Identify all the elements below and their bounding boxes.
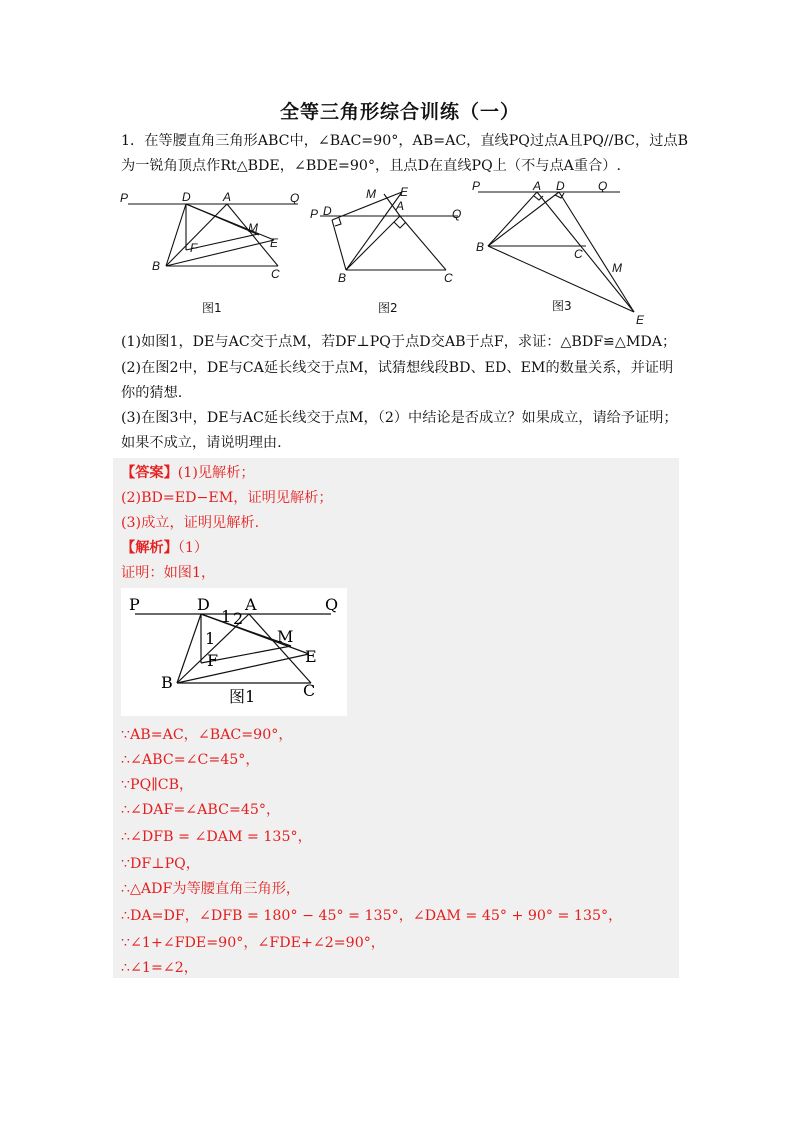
fig1-label-F: F xyxy=(190,241,198,255)
step-1: ∵AB=AC，∠BAC=90°， xyxy=(121,727,293,743)
problem-intro-line2: 为一锐角顶点作Rt△BDE，∠BDE=90°，且点D在直线PQ上（不与点A重合）. xyxy=(121,158,621,174)
step-10: ∴∠1=∠2， xyxy=(121,960,198,976)
fig3-label-D: D xyxy=(556,179,565,193)
step-6: ∵DF⊥PQ， xyxy=(121,856,200,872)
step-2: ∴∠ABC=∠C=45°， xyxy=(121,752,260,768)
fig1-label-A: A xyxy=(223,190,232,204)
analysis-intro: 证明：如图1， xyxy=(121,565,216,581)
fig4-label-1: 1 xyxy=(221,607,232,626)
fig3-label-Q: Q xyxy=(598,179,608,193)
fig4-label-P: P xyxy=(129,595,140,614)
fig1-label-E: E xyxy=(270,236,279,250)
fig4-caption: 图1 xyxy=(229,687,256,706)
fig4-label-E: E xyxy=(305,647,317,666)
step-5: ∴∠DFB = ∠DAM = 135°， xyxy=(121,829,312,845)
analysis-part: （1） xyxy=(177,540,209,556)
fig4-label-B: B xyxy=(161,673,173,692)
fig1-label-M: M xyxy=(248,221,258,235)
answer-label: 【答案】 xyxy=(121,465,178,481)
fig2-label-M: M xyxy=(366,187,376,201)
step-9: ∵∠1+∠FDE=90°，∠FDE+∠2=90°， xyxy=(121,935,385,951)
step-4: ∴∠DAF=∠ABC=45°， xyxy=(121,802,281,818)
fig4-label-M: M xyxy=(277,627,294,646)
problem-intro-line1: 1．在等腰直角三角形ABC中，∠BAC=90°，AB=AC，直线PQ过点A且PQ//BC，过点B xyxy=(121,133,688,149)
figure-1 xyxy=(118,180,308,324)
step-7: ∴△ADF为等腰直角三角形， xyxy=(121,881,301,897)
fig3-label-C: C xyxy=(574,247,583,261)
answer-2: (2)BD=ED−EM，证明见解析； xyxy=(121,490,333,506)
fig1-caption: 图1 xyxy=(202,301,222,315)
fig4-label-F: F xyxy=(207,651,219,670)
step-8: ∴DA=DF，∠DFB = 180° − 45° = 135°，∠DAM = 45° + 90° = 135°， xyxy=(121,908,623,924)
analysis-header xyxy=(121,537,208,559)
fig2-label-D: D xyxy=(323,204,332,218)
solution-figure xyxy=(121,588,347,716)
fig3-label-B: B xyxy=(476,240,485,254)
fig1-label-D: D xyxy=(182,190,191,204)
answer-3: (3)成立，证明见解析. xyxy=(121,515,260,531)
solution-panel xyxy=(113,458,679,978)
answer-line-1 xyxy=(121,462,255,484)
page-title: 全等三角形综合训练（一） xyxy=(279,101,520,123)
fig2-label-C: C xyxy=(444,271,453,285)
fig4-label-A: A xyxy=(245,595,257,614)
fig2-label-B: B xyxy=(338,271,347,285)
figure-3 xyxy=(470,176,660,332)
step-3: ∵PQ∥CB， xyxy=(121,777,194,793)
fig2-caption: 图2 xyxy=(378,301,398,315)
fig1-label-B: B xyxy=(152,259,161,273)
fig1-label-P: P xyxy=(120,191,129,205)
fig3-label-M: M xyxy=(612,261,622,275)
fig2-label-A: A xyxy=(396,199,405,213)
fig3-label-P: P xyxy=(472,179,481,193)
answer-1: (1)见解析； xyxy=(177,465,255,481)
fig2-label-Q: Q xyxy=(452,207,462,221)
fig3-label-E: E xyxy=(636,313,645,327)
fig2-label-P: P xyxy=(310,207,319,221)
analysis-label: 【解析】 xyxy=(121,540,178,556)
question-3-line2: 如果不成立，请说明理由. xyxy=(121,435,282,451)
fig1-label-Q: Q xyxy=(290,191,300,205)
fig4-label-1-vertical: 1 xyxy=(205,629,216,648)
fig1-label-C: C xyxy=(271,267,280,281)
fig4-label-Q: Q xyxy=(325,595,339,614)
fig4-label-2: 2 xyxy=(233,609,244,628)
fig2-label-E: E xyxy=(400,185,409,199)
question-3-line1: (3)在图3中，DE与AC延长线交于点M，（2）中结论是否成立？如果成立，请给予证明； xyxy=(121,410,678,426)
question-1: (1)如图1，DE与AC交于点M，若DF⊥PQ于点D交AB于点F，求证：△BDF≌△MDA； xyxy=(121,334,677,350)
fig3-caption: 图3 xyxy=(552,299,572,313)
question-2-line1: (2)在图2中，DE与CA延长线交于点M，试猜想线段BD、ED、EM的数量关系，并证明 xyxy=(121,360,674,376)
fig4-label-C: C xyxy=(303,681,316,700)
fig3-label-A: A xyxy=(533,179,542,193)
figure-2 xyxy=(308,180,468,324)
question-2-line2: 你的猜想. xyxy=(121,385,183,401)
fig4-label-D: D xyxy=(197,595,210,614)
